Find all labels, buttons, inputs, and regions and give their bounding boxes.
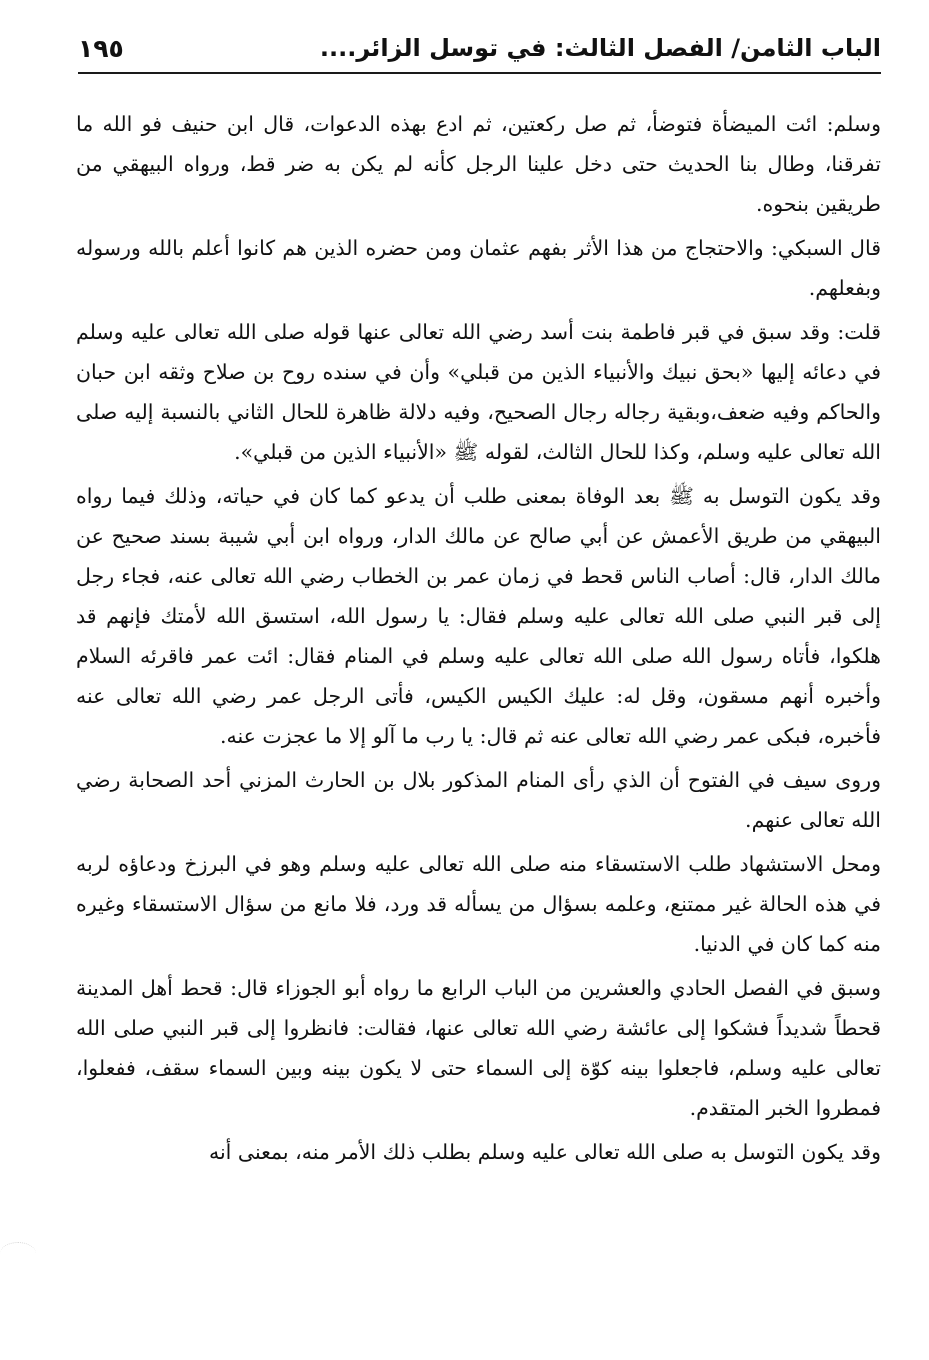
scan-artifact: [0, 1242, 36, 1265]
paragraph-4: وقد يكون التوسل به ﷺ بعد الوفاة بمعنى طلب أن يدعو كما كان في حياته، وذلك فيما رواه البيهقي من طريق الأعمش عن أبي صالح عن مالك الدار، ورواه ابن أبي شيبة بسند صحيح عن مالك الدار، قال: أصاب الناس قحط في زمان عمر بن الخطاب رضي الله تعالى عنه، فجاء رجل إلى قبر النبي صلى الله تعالى عليه وسلم فقال: يا رسول الله، استسق الله لأمتك فإنهم قد هلكوا، فأتاه رسول الله صلى الله تعالى عليه وسلم في المنام فقال: ائت عمر فاقرئه السلام وأخبره أنهم مسقون، وقل له: عليك الكيس الكيس، فأتى الرجل عمر رضي الله تعالى عنه فأخبره، فبكى عمر رضي الله تعالى عنه ثم قال: يا رب ما آلو إلا ما عجزت عنه.: [76, 484, 881, 748]
paragraph-1: وسلم: ائت الميضأة فتوضأ، ثم صل ركعتين، ثم ادع بهذه الدعوات، قال ابن حنيف فو الله ما تفرقنا، وطال بنا الحديث حتى دخل علينا الرجل كأنه لم يكن به ضر قط، ورواه البيهقي من طريقين بنحوه.: [76, 112, 881, 216]
running-header: [78, 26, 881, 74]
page-body: [76, 104, 881, 1176]
paragraph-8: وقد يكون التوسل به صلى الله تعالى عليه وسلم بطلب ذلك الأمر منه، بمعنى أنه: [208, 1140, 881, 1164]
paragraph-2: قال السبكي: والاحتجاج من هذا الأثر بفهم عثمان ومن حضره الذين هم كانوا أعلم بالله ورسوله وبفعلهم.: [76, 236, 881, 300]
paragraph-5: وروى سيف في الفتوح أن الذي رأى المنام المذكور بلال بن الحارث المزني أحد الصحابة رضي الله تعالى عنهم.: [76, 768, 881, 832]
chapter-title: الباب الثامن/ الفصل الثالث: في توسل الزائر....: [319, 34, 881, 62]
paragraph-6: ومحل الاستشهاد طلب الاستسقاء منه صلى الله تعالى عليه وسلم وهو في البرزخ ودعاؤه لربه في هذه الحالة غير ممتنع، وعلمه بسؤال من يسأله قد ورد، فلا مانع من سؤال الاستسقاء وغيره منه كما كان في الدنيا.: [76, 852, 881, 956]
page-number: ١٩٥: [78, 34, 124, 63]
header-divider: [78, 72, 881, 74]
paragraph-7: وسبق في الفصل الحادي والعشرين من الباب الرابع ما رواه أبو الجوزاء قال: قحط أهل المدينة قحطاً شديداً فشكوا إلى عائشة رضي الله تعالى عنها، فقالت: فانظروا إلى قبر النبي صلى الله تعالى عليه وسلم، فاجعلوا بينه كوّة إلى السماء حتى لا يكون بينه وبين السماء سقف، ففعلوا، فمطروا الخبر المتقدم.: [76, 976, 881, 1120]
paragraph-3: قلت: وقد سبق في قبر فاطمة بنت أسد رضي الله تعالى عنها قوله صلى الله تعالى عليه وسلم في دعائه إليها «بحق نبيك والأنبياء الذين من قبلي» وأن في سنده روح بن صلاح وثقه ابن حبان والحاكم وفيه ضعف،وبقية رجاله رجال الصحيح، وفيه دلالة ظاهرة للحال الثاني بالنسبة إليه صلى الله تعالى عليه وسلم، وكذا للحال الثالث، لقوله ﷺ «الأنبياء الذين من قبلي».: [76, 320, 881, 464]
